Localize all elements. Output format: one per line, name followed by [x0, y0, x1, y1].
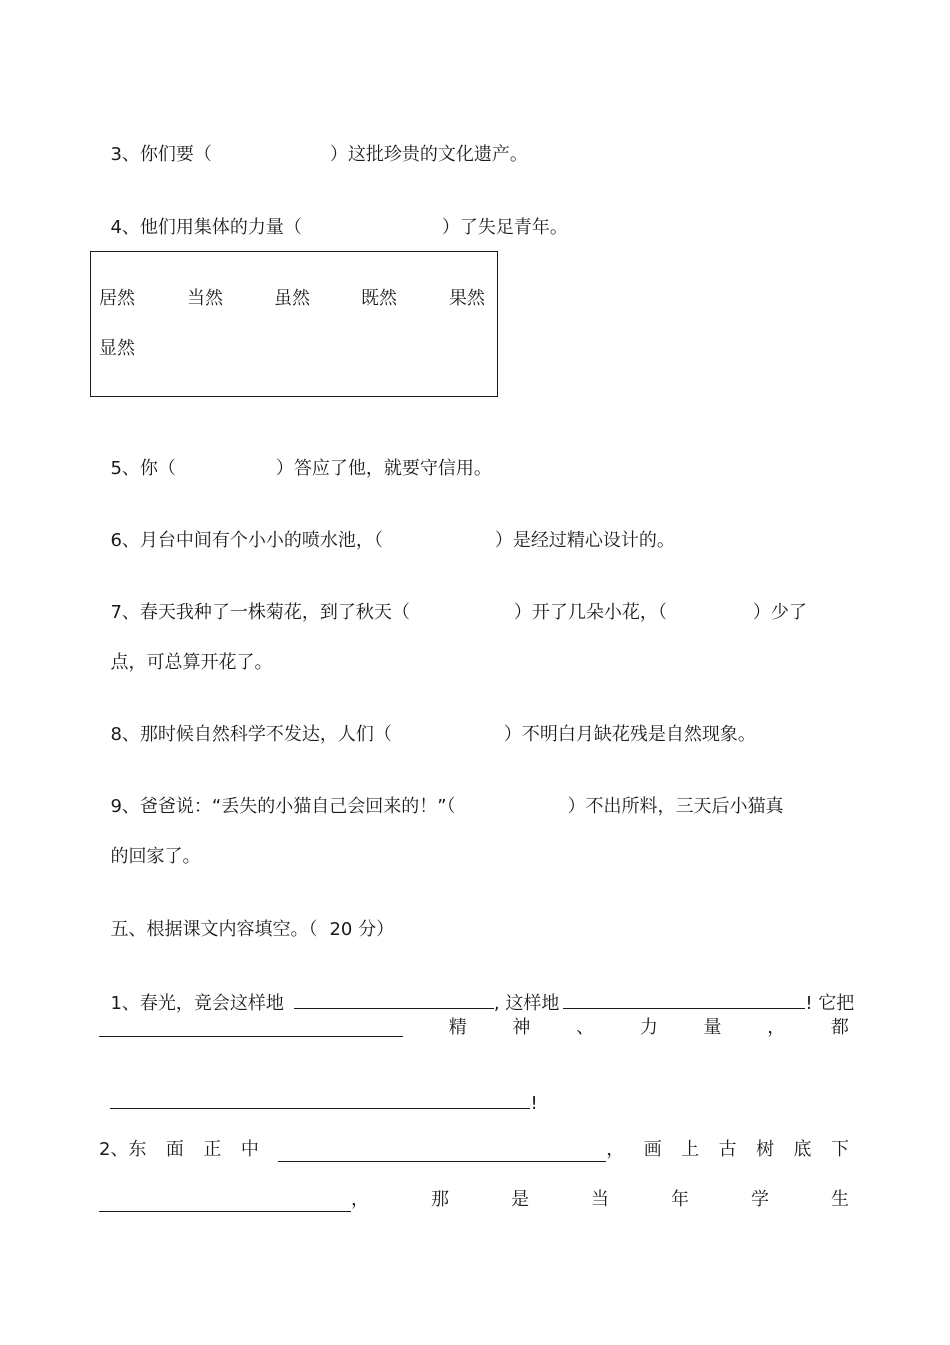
s2-underline-2[interactable]: [99, 1193, 351, 1212]
fill-1-line-3: [99, 1066, 538, 1116]
s2-char: 画: [643, 1139, 662, 1160]
question-9-line-1: [99, 771, 784, 819]
q6-text-a: 6、月台中间有个小小的喷水池，（: [110, 530, 383, 551]
s1-underline-3[interactable]: [99, 1018, 403, 1037]
s2-char: 年: [671, 1189, 689, 1210]
word-3: 虽然: [274, 288, 310, 309]
q4-text-a: 4、他们用集体的力量（: [110, 217, 302, 238]
section-5-title: 五、根据课文内容填空。（: [110, 919, 318, 940]
question-6: [99, 505, 675, 553]
question-4: [99, 192, 568, 240]
fill-2-line-2: [99, 1188, 849, 1212]
fill-1-line-2: [99, 1016, 849, 1040]
s2-char: 正: [203, 1139, 222, 1160]
s2-char: 面: [165, 1139, 184, 1160]
q9-text-a: 9、爸爸说：“丢失的小猫自己会回来的！”（: [110, 796, 456, 817]
question-5: [99, 433, 492, 481]
s2-char: 底: [793, 1139, 812, 1160]
s1-char: ，: [767, 1017, 786, 1038]
s2-comma-1: ，: [606, 1139, 625, 1160]
question-7-line-1: [99, 577, 807, 625]
s1-text-c: ! 它把: [805, 993, 855, 1014]
s2-char: 上: [681, 1139, 700, 1160]
word-choice-box: [90, 251, 498, 397]
section-5-heading: [99, 894, 394, 942]
s1-text-d: !: [530, 1093, 538, 1114]
q9-text-c: 的回家了。: [110, 846, 201, 867]
fill-2-line-1: [99, 1138, 849, 1162]
q7-text-b: ）开了几朵小花，（: [513, 602, 667, 623]
s1-char: 力: [639, 1017, 658, 1038]
s2-char: 生: [831, 1189, 849, 1210]
question-9-line-2: [99, 821, 200, 869]
s2-char: 当: [591, 1189, 609, 1210]
q3-text-b: ）这批珍贵的文化遗产。: [329, 144, 528, 165]
s2-char: 2、东: [99, 1139, 147, 1160]
word-2: 当然: [187, 288, 223, 309]
q7-text-c: ）少了: [752, 602, 807, 623]
s1-char: 量: [703, 1017, 722, 1038]
s1-text-a: 1、春光，竟会这样地: [110, 993, 284, 1014]
q3-text-a: 3、你们要（: [110, 144, 212, 165]
q5-text-a: 5、你（: [110, 458, 176, 479]
word-1: 居然: [99, 288, 135, 309]
q4-text-b: ）了失足青年。: [441, 217, 568, 238]
s1-char: 神: [512, 1017, 531, 1038]
s2-comma-2: ，: [351, 1189, 369, 1210]
s1-text-b: , 这样地: [493, 993, 560, 1014]
s1-underline-2[interactable]: [563, 990, 805, 1009]
s1-char: 都: [830, 1017, 849, 1038]
q6-text-b: ）是经过精心设计的。: [494, 530, 675, 551]
s1-underline-4[interactable]: [110, 1090, 530, 1109]
s2-char: 那: [431, 1189, 449, 1210]
section-5-points: 20 分）: [329, 919, 395, 940]
question-3: [99, 119, 528, 167]
s1-underline-1[interactable]: [294, 990, 494, 1009]
s2-char: 学: [751, 1189, 769, 1210]
q7-text-a: 7、春天我种了一株菊花，到了秋天（: [110, 602, 410, 623]
word-6: 显然: [99, 338, 135, 359]
s1-char: 、: [576, 1017, 595, 1038]
s2-char: 古: [718, 1139, 737, 1160]
q7-text-d: 点，可总算开花了。: [110, 652, 273, 673]
q9-text-b: ）不出所料，三天后小猫真: [567, 796, 784, 817]
fill-1-line-1: [99, 966, 854, 1016]
q8-text-a: 8、那时候自然科学不发达，人们（: [110, 724, 392, 745]
s1-char: 精: [448, 1017, 467, 1038]
question-7-line-2: [99, 627, 272, 675]
q8-text-b: ）不明白月缺花残是自然现象。: [503, 724, 756, 745]
s2-char: 下: [830, 1139, 849, 1160]
s2-char: 中: [240, 1139, 259, 1160]
s2-underline-1[interactable]: [278, 1143, 606, 1162]
s2-char: 树: [756, 1139, 775, 1160]
q5-text-b: ）答应了他，就要守信用。: [275, 458, 492, 479]
question-8: [99, 699, 756, 747]
word-5: 果然: [449, 288, 485, 309]
s2-char: 是: [511, 1189, 529, 1210]
word-4: 既然: [361, 288, 397, 309]
